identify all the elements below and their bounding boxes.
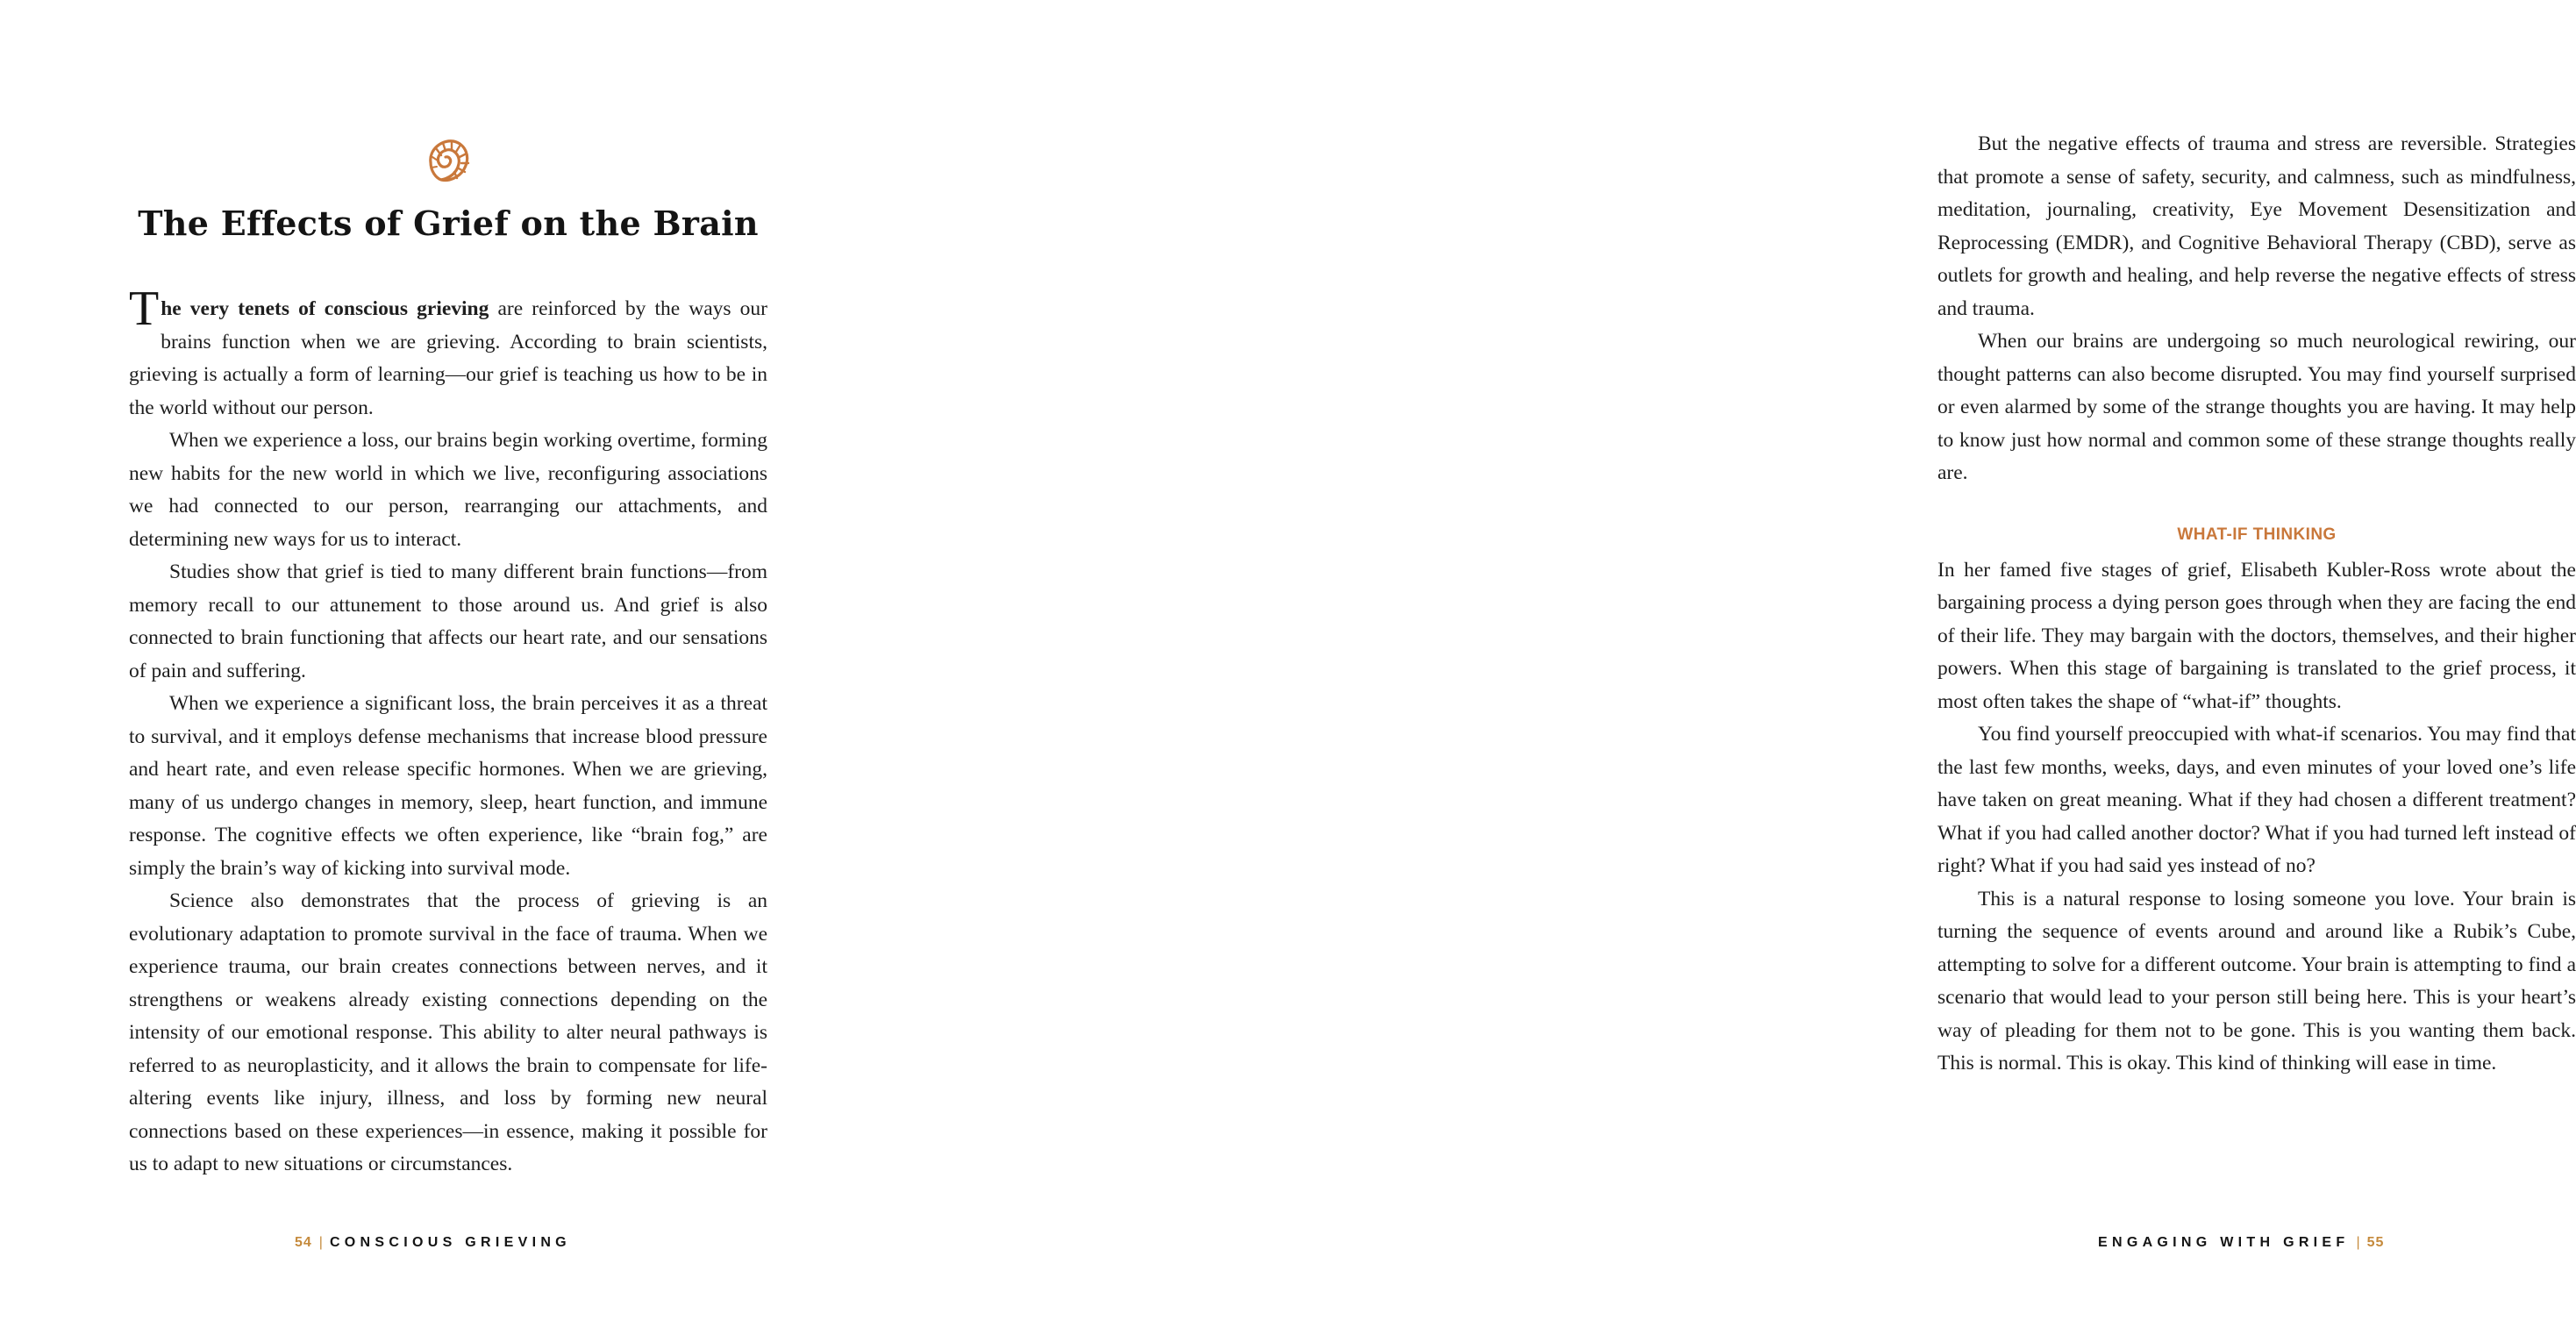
body-paragraph: Science also demonstrates that the process of grieving is an evolutionary adaptation to promote survival in the face of trauma. When we experience trauma, our brain creates connections between nerves, and it strengthens or weakens already existing connections depending on the intensity of our emotional response. This ability to alter neural pathways is referred to as neuroplasticity, and it allows the brain to compensate for life-altering events like injury, illness, and loss by forming new neural connections based on these experiences—in essence, making it possible for us to adapt to new situations or circumstances. — [129, 889, 767, 1175]
running-head: ENGAGING WITH GRIEF — [2098, 1235, 2350, 1250]
footer-separator: | — [2356, 1235, 2360, 1250]
right-page — [898, 0, 2576, 1328]
body-paragraph: Studies show that grief is tied to many different brain functions—from memory recall to our attunement to those around us. And grief is also connected to brain functioning that affects our heart rate, and our sensations of pain and suffering. — [129, 560, 767, 682]
body-paragraph: This is a natural response to losing someone you love. Your brain is turning the sequence of events around and around like a Rubik’s Cube, attempting to solve for a different outcome. Your brain is attempting to find a scenario that would lead to your person still being here. This is your heart’s way of pleading for them not to be gone. This is you wanting them back. This is normal. This is okay. This kind of thinking will ease in time. — [1937, 887, 2576, 1075]
footer-separator: | — [318, 1235, 323, 1250]
left-page — [0, 0, 898, 1328]
opening-paragraph — [129, 282, 767, 425]
nautilus-shell-icon — [424, 136, 473, 185]
page-number: 54 — [295, 1235, 312, 1250]
running-head: CONSCIOUS GRIEVING — [329, 1235, 571, 1250]
page-number: 55 — [2366, 1235, 2385, 1250]
footer-right — [2098, 1235, 2384, 1251]
body-paragraph: When we experience a loss, our brains begin working overtime, forming new habits for the new world in which we live, reconfiguring associations we had connected to our person, rearranging our attachments, and determining new ways for us to interact. — [129, 429, 767, 551]
body-paragraph: In her famed five stages of grief, Elisabeth Kubler-Ross wrote about the bargaining process a dying person goes through when they are facing the end of their life. They may bargain with the doctors, themselves, and their higher powers. When this stage of bargaining is translated to the grief process, it most often takes the shape of “what-if” thoughts. — [1937, 558, 2576, 713]
body-paragraph: When our brains are undergoing so much neurological rewiring, our thought patterns can also become disrupted. You may find yourself surprised or even alarmed by some of the strange thoughts you are having. It may help to know just how normal and common some of these strange thoughts really are. — [1937, 330, 2576, 484]
left-body-text — [129, 282, 767, 1182]
lead-in-text: he very tenets of conscious grieving — [161, 297, 489, 320]
body-paragraph: When we experience a significant loss, the brain perceives it as a threat to survival, and it employs defense mechanisms that increase blood pressure and heart rate, and even release specific hormones. When we are grieving, many of us undergo changes in memory, sleep, heart function, and immune response. The cognitive effects we often experience, like “brain fog,” are simply the brain’s way of kicking into survival mode. — [129, 692, 767, 880]
chapter-title: The Effects of Grief on the Brain — [138, 203, 759, 243]
footer-left — [295, 1235, 571, 1251]
drop-cap: T — [129, 282, 160, 336]
right-body-text — [1937, 128, 2576, 1081]
section-subheading: WHAT-IF THINKING — [2177, 525, 2337, 544]
body-paragraph: You find yourself preoccupied with what-if scenarios. You may find that the last few months, weeks, days, and even minutes of your loved one’s life have taken on great meaning. What if they had chosen a different treatment? What if you had called another doctor? What if you had turned left instead of right? What if you had said yes instead of no? — [1937, 723, 2576, 877]
paragraph-text: are reinforced by the ways our brains function when we are grieving. According to brain scientists, grieving is actually a form of learning—our grief is teaching us how to be in the world without our person. — [129, 297, 767, 419]
body-paragraph: But the negative effects of trauma and stress are reversible. Strategies that promote a sense of safety, security, and calmness, such as mindfulness, meditation, journaling, creativity, Eye Movement Desensitization and Reprocessing (EMDR), and Cognitive Behavioral Therapy (CBD), serve as outlets for growth and healing, and help reverse the negative effects of stress and trauma. — [1937, 132, 2576, 320]
